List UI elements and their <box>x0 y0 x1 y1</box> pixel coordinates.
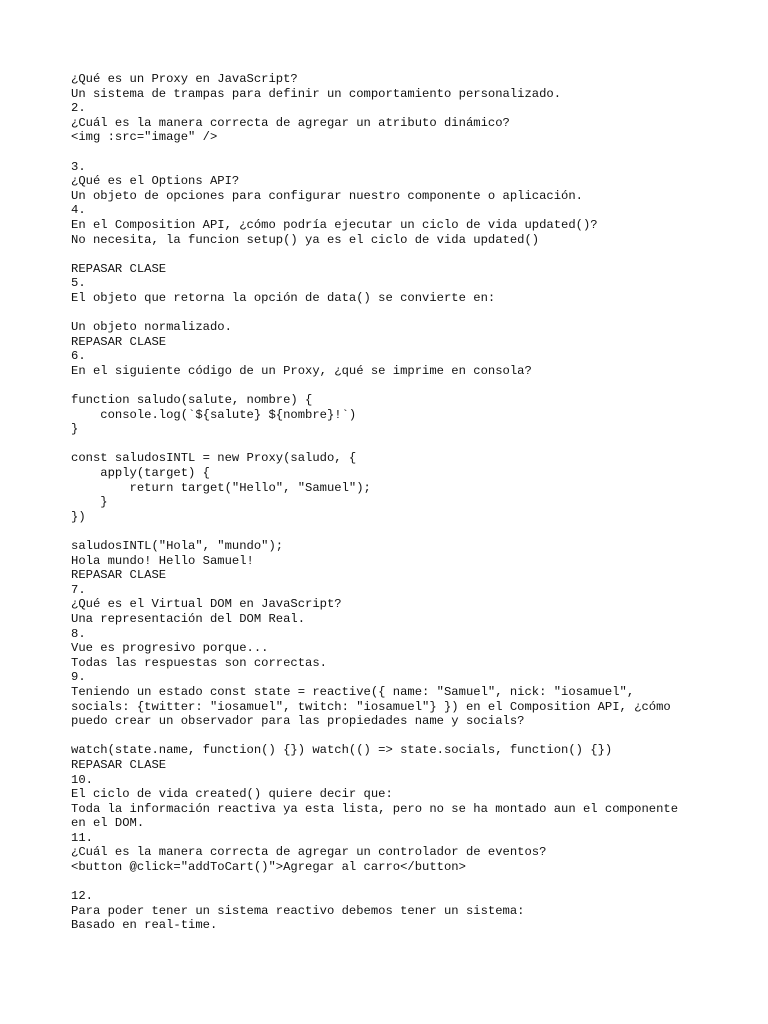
text-line: console.log(`${salute} ${nombre}!`) <box>71 407 357 422</box>
text-line: Teniendo un estado const state = reactive({ name: "Samuel", nick: "iosamuel", <box>71 684 635 699</box>
text-line: Toda la información reactiva ya esta lista, pero no se ha montado aun el componente <box>71 801 679 816</box>
text-line: 10. <box>71 772 93 787</box>
text-line: Basado en real-time. <box>71 918 218 933</box>
text-line: 7. <box>71 582 86 597</box>
text-line: 11. <box>71 830 93 845</box>
text-line: En el Composition API, ¿cómo podría ejecutar un ciclo de vida updated()? <box>71 217 598 232</box>
text-line: En el siguiente código de un Proxy, ¿qué se imprime en consola? <box>71 363 532 378</box>
text-line: Todas las respuestas son correctas. <box>71 655 327 670</box>
text-line: Vue es progresivo porque... <box>71 641 269 656</box>
text-line: watch(state.name, function() {}) watch(() => state.socials, function() {}) <box>71 743 613 758</box>
text-line: ¿Qué es el Virtual DOM en JavaScript? <box>71 597 342 612</box>
text-line: 12. <box>71 889 93 904</box>
text-line: apply(target) { <box>71 466 210 481</box>
text-line: 5. <box>71 276 86 291</box>
text-line: return target("Hello", "Samuel"); <box>71 480 371 495</box>
text-line: puedo crear un observador para las propiedades name y socials? <box>71 714 525 729</box>
text-line: en el DOM. <box>71 816 145 831</box>
text-line: <button @click="addToCart()">Agregar al carro</button> <box>71 860 466 875</box>
text-line: Hola mundo! Hello Samuel! <box>71 553 254 568</box>
text-line: El objeto que retorna la opción de data() se convierte en: <box>71 290 496 305</box>
blank-line <box>71 524 731 539</box>
text-line: ¿Qué es un Proxy en JavaScript? <box>71 72 298 86</box>
text-line: 6. <box>71 349 86 364</box>
text-line: Para poder tener un sistema reactivo debemos tener un sistema: <box>71 903 525 918</box>
text-line: 4. <box>71 203 86 218</box>
text-line: } <box>71 495 108 510</box>
text-line: 2. <box>71 101 86 116</box>
text-line: Un sistema de trampas para definir un comportamiento personalizado. <box>71 86 562 101</box>
text-line: ¿Cuál es la manera correcta de agregar un atributo dinámico? <box>71 115 510 130</box>
blank-line <box>71 729 731 744</box>
text-line: REPASAR CLASE <box>71 334 167 349</box>
text-line: REPASAR CLASE <box>71 261 167 276</box>
blank-line <box>71 875 731 890</box>
text-line: Un objeto normalizado. <box>71 320 232 335</box>
text-line: ¿Cuál es la manera correcta de agregar un controlador de eventos? <box>71 845 547 860</box>
text-line: No necesita, la funcion setup() ya es el ciclo de vida updated() <box>71 232 540 247</box>
blank-line <box>71 437 731 452</box>
text-line: saludosINTL("Hola", "mundo"); <box>71 539 284 553</box>
text-line: REPASAR CLASE <box>71 757 167 772</box>
text-line: <img :src="image" /> <box>71 130 218 145</box>
text-line: function saludo(salute, nombre) { <box>71 393 313 408</box>
document-page <box>71 72 731 933</box>
text-line: 3. <box>71 159 86 174</box>
blank-line <box>71 306 731 321</box>
text-line: Una representación del DOM Real. <box>71 611 306 626</box>
blank-line <box>71 247 731 262</box>
blank-line <box>71 378 731 393</box>
text-line: const saludosINTL = new Proxy(saludo, { <box>71 451 357 466</box>
text-line: REPASAR CLASE <box>71 568 167 583</box>
text-line: } <box>71 422 79 437</box>
text-line: El ciclo de vida created() quiere decir que: <box>71 787 393 802</box>
text-line: }) <box>71 509 86 524</box>
text-line: socials: {twitter: "iosamuel", twitch: "iosamuel"} }) en el Composition API, ¿cómo <box>71 699 671 714</box>
text-line: 9. <box>71 670 86 685</box>
text-line: Un objeto de opciones para configurar nuestro componente o aplicación. <box>71 188 583 203</box>
text-line: 8. <box>71 626 86 641</box>
text-line: ¿Qué es el Options API? <box>71 174 240 189</box>
blank-line <box>71 145 731 160</box>
